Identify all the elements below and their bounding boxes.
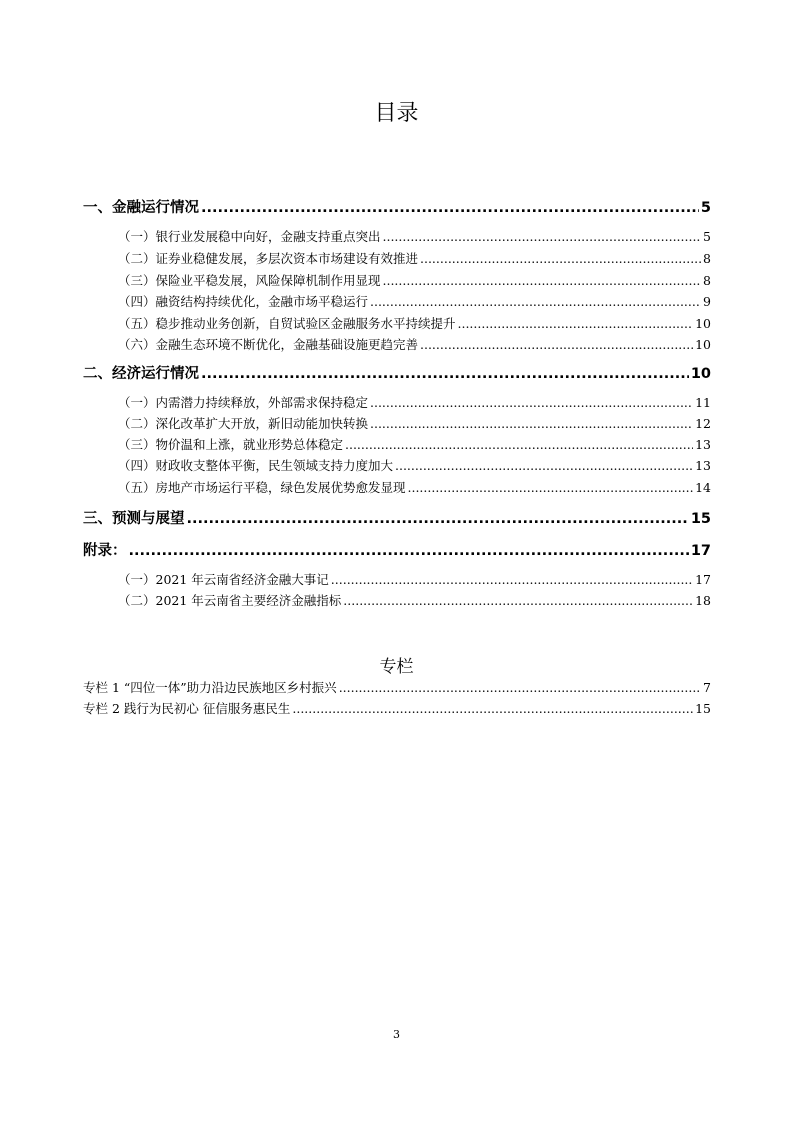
columns-title: 专栏 (379, 657, 414, 677)
toc-page-number: 8 (703, 251, 711, 266)
column-entry[interactable] (83, 678, 711, 696)
toc-entry[interactable] (118, 435, 711, 453)
toc-page-number: 7 (703, 680, 711, 695)
page-title: 目录 (374, 101, 419, 126)
toc-section-label: 一、金融运行情况 (83, 200, 199, 216)
toc-page-number: 9 (703, 294, 711, 309)
dot-leader (370, 294, 701, 309)
dot-leader (292, 701, 693, 716)
dot-leader (339, 680, 701, 695)
dot-leader (395, 458, 693, 473)
toc-entry[interactable] (118, 271, 711, 289)
dot-leader (187, 511, 689, 527)
toc-entry[interactable] (118, 570, 711, 588)
dot-leader (201, 366, 689, 382)
dot-leader (420, 251, 701, 266)
dot-leader (370, 395, 693, 410)
toc-entry-label: （一）2021 年云南省经济金融大事记 (118, 572, 329, 587)
toc-page-number: 17 (690, 543, 711, 559)
toc-entry-label: （二）2021 年云南省主要经济金融指标 (118, 593, 342, 608)
toc-section[interactable] (83, 539, 711, 560)
dot-leader (408, 480, 694, 495)
toc-page-number: 18 (695, 593, 711, 608)
toc-entry[interactable] (118, 414, 711, 432)
toc-section[interactable] (83, 362, 711, 383)
toc-entry-label: （六）金融生态环境不断优化，金融基础设施更趋完善 (118, 337, 419, 352)
column-entry[interactable] (83, 699, 711, 717)
toc-page-number: 5 (700, 200, 711, 216)
toc-page-number: 10 (695, 337, 711, 352)
toc-section-label: 附录： (83, 543, 127, 559)
column-entry-label: 专栏 2 践行为民初心 征信服务惠民生 (83, 701, 291, 716)
dot-leader (343, 593, 693, 608)
toc-entry-label: （二）深化改革扩大开放，新旧动能加快转换 (118, 416, 369, 431)
toc-entry-label: （五）房地产市场运行平稳，绿色发展优势愈发显现 (118, 480, 406, 495)
toc-page-number: 10 (690, 366, 711, 382)
dot-leader (383, 273, 702, 288)
toc-page-number: 8 (703, 273, 711, 288)
dot-leader (370, 416, 693, 431)
toc-entry-label: （四）融资结构持续优化，金融市场平稳运行 (118, 294, 369, 309)
toc-entry-label: （五）稳步推动业务创新，自贸试验区金融服务水平持续提升 (118, 316, 456, 331)
toc-entry[interactable] (118, 591, 711, 609)
toc-page-number: 12 (695, 416, 711, 431)
toc-entry[interactable] (118, 335, 711, 353)
dot-leader (129, 543, 689, 559)
toc-entry-label: （二）证券业稳健发展，多层次资本市场建设有效推进 (118, 251, 419, 266)
toc-entry[interactable] (118, 393, 711, 411)
toc-entry[interactable] (118, 292, 711, 310)
toc-page-number: 17 (695, 572, 711, 587)
toc-section[interactable] (83, 196, 711, 217)
toc-section-label: 三、预测与展望 (83, 511, 185, 527)
toc-page-number: 14 (695, 480, 711, 495)
dot-leader (458, 316, 694, 331)
dot-leader (383, 229, 702, 244)
toc-page-number: 11 (695, 395, 711, 410)
toc-section[interactable] (83, 507, 711, 528)
toc-entry-label: （三）物价温和上涨，就业形势总体稳定 (118, 437, 344, 452)
toc-page-number: 15 (690, 511, 711, 527)
toc-entry[interactable] (118, 314, 711, 332)
toc-section-label: 二、经济运行情况 (83, 366, 199, 382)
dot-leader (345, 437, 693, 452)
toc-entry[interactable] (118, 456, 711, 474)
toc-page-number: 13 (695, 458, 711, 473)
dot-leader (201, 200, 699, 216)
column-entry-label: 专栏 1 “四位一体”助力沿边民族地区乡村振兴 (83, 680, 337, 695)
toc-entry[interactable] (118, 227, 711, 245)
page-number: 3 (393, 1028, 400, 1041)
toc-entry-label: （四）财政收支整体平衡，民生领域支持力度加大 (118, 458, 394, 473)
toc-page-number: 10 (695, 316, 711, 331)
toc-page-number: 15 (695, 701, 711, 716)
dot-leader (420, 337, 693, 352)
toc-page-number: 5 (703, 229, 711, 244)
toc-entry[interactable] (118, 478, 711, 496)
toc-entry[interactable] (118, 249, 711, 267)
toc-page-number: 13 (695, 437, 711, 452)
dot-leader (331, 572, 693, 587)
toc-entry-label: （三）保险业平稳发展，风险保障机制作用显现 (118, 273, 381, 288)
toc-entry-label: （一）内需潜力持续释放，外部需求保持稳定 (118, 395, 369, 410)
toc-entry-label: （一）银行业发展稳中向好，金融支持重点突出 (118, 229, 381, 244)
